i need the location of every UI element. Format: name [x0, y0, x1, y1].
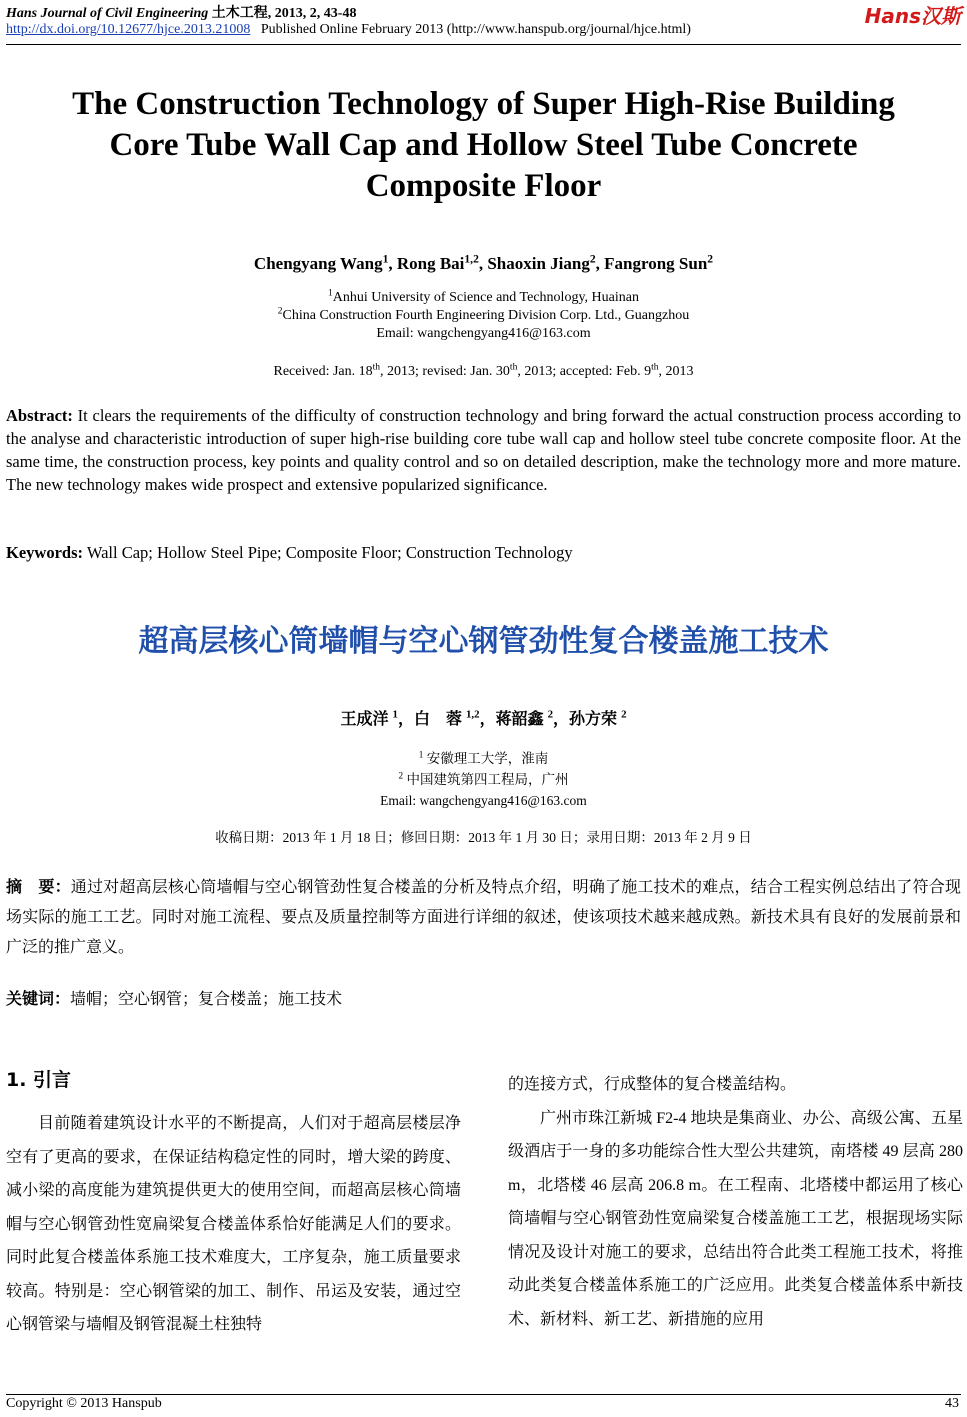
author-sep: ，: [397, 711, 414, 728]
authors-en: [0, 254, 967, 274]
affiliation-cn-2: [0, 769, 967, 790]
doi-line: [6, 22, 691, 38]
aff-text: China Construction Fourth Engineering Division Corp. Ltd., Guangzhou: [282, 308, 690, 323]
paper-title-en: [0, 84, 967, 207]
affiliation-cn-1: [0, 748, 967, 769]
aff-text: 中国建筑第四工程局，广州: [406, 772, 569, 787]
section-heading: 1. 引言: [6, 1069, 72, 1091]
title-line: The Construction Technology of Super High-Rise Building: [72, 86, 895, 122]
affiliation-1: [0, 289, 967, 307]
abstract-text: It clears the requirements of the difficulty of construction technology and bring forward the actual construction process according to the analyse and characteristic introduction of super high-rise building core tube wall cap and hollow steel tube concrete composite floor. At the same time, the construction process, key points and quality control and so on detailed description, make the technology more and more mature. The new technology makes wide prospect and extensive popularized significance.: [6, 406, 962, 494]
paper-title-cn: 超高层核心筒墙帽与空心钢管劲性复合楼盖施工技术: [138, 624, 829, 659]
author-sep: ，: [553, 711, 570, 728]
body-column-right: [508, 1068, 963, 1336]
accepted-text: , 2013; accepted: Feb. 9: [517, 364, 652, 379]
author-sup: 1,2: [464, 252, 479, 266]
author-name-cn: 蒋韶鑫: [495, 711, 544, 728]
page-number: 43: [945, 1396, 959, 1411]
keywords-label: Keywords:: [6, 543, 83, 562]
hans-logo: Hans汉斯: [864, 4, 961, 28]
body-column-left: 目前随着建筑设计水平的不断提高，人们对于超高层楼层净空有了更高的要求，在保证结构稳定性的同时，增大梁的跨度、减小梁的高度能为建筑提供更大的使用空间，而超高层核心筒墙帽与空心钢管劲性宽扁梁复合楼盖体系恰好能满足人们的要求。同时此复合楼盖体系施工技术难度大，工序复杂，施工质量要求较高。特别是：空心钢管梁的加工、制作、吊运及安装，通过空心钢管梁与墙帽及钢管混凝土柱独特: [6, 1115, 461, 1333]
affiliations-cn: [0, 748, 967, 811]
abstract-label: Abstract:: [6, 406, 73, 425]
affiliations-en: [0, 289, 967, 343]
year-text: , 2013: [658, 364, 694, 379]
author-name: Shaoxin Jiang: [487, 254, 590, 273]
aff-sup: 1: [418, 749, 424, 760]
author-sup: 1,2: [465, 708, 480, 721]
keywords-text-cn: 墙帽；空心钢管；复合楼盖；施工技术: [70, 991, 343, 1008]
aff-sup: 2: [398, 770, 404, 781]
keywords-en: [6, 543, 961, 563]
abstract-text-cn: 通过对超高层核心筒墙帽与空心钢管劲性复合楼盖的分析及特点介绍，明确了施工技术的难点，结合工程实例总结出了符合现场实际的施工工艺。同时对施工流程、要点及质量控制等方面进行详细的叙述，使该项技术越来越成熟。新技术具有良好的发展前景和广泛的推广意义。: [6, 879, 961, 956]
author-sup: 2: [621, 708, 627, 721]
received-dates-cn: 收稿日期：2013 年 1 月 18 日；修回日期：2013 年 1 月 30 日；录用日期：2013 年 2 月 9 日: [215, 830, 752, 845]
received-text: Received: Jan. 18: [273, 364, 373, 379]
author-sup: 2: [589, 252, 596, 266]
title-line: Composite Floor: [365, 168, 602, 204]
received-dates-en: [0, 364, 967, 380]
affiliation-2: [0, 307, 967, 325]
ordinal-sup: th: [509, 362, 518, 373]
doi-link[interactable]: http://dx.doi.org/10.12677/hjce.2013.21008: [6, 22, 251, 37]
aff-sup: 2: [277, 306, 283, 317]
revised-text: , 2013; revised: Jan. 30: [380, 364, 510, 379]
keywords-cn: [6, 986, 961, 1009]
abstract-label-cn: 摘 要：: [6, 877, 71, 896]
author-name: Chengyang Wang: [253, 254, 383, 273]
author-name: Fangrong Sun: [604, 254, 708, 273]
keywords-text: Wall Cap; Hollow Steel Pipe; Composite Floor; Construction Technology: [86, 543, 573, 562]
paragraph: 广州市珠江新城 F2-4 地块是集商业、办公、高级公寓、五星级酒店于一身的多功能综合性大型公共建筑，南塔楼 49 层高 280 m，北塔楼 46 层高 206.8 m。在工程南、北塔楼中都运用了核心筒墙帽与空心钢管劲性宽扁梁复合楼盖施工工艺，根据现场实际情况及设计对施工的要求，总结出符合此类工程施工技术，将推动此类复合楼盖体系施工的广泛应用。此类复合楼盖体系中新技术、新材料、新工艺、新措施的应用: [508, 1109, 963, 1328]
journal-volume: , 2013, 2, 43-48: [267, 6, 357, 21]
ordinal-sup: th: [372, 362, 381, 373]
title-line: Core Tube Wall Cap and Hollow Steel Tube Concrete: [109, 127, 858, 163]
email-en: Email: wangchengyang416@163.com: [376, 326, 591, 341]
paragraph-continuation: 的连接方式，行成整体的复合楼盖结构。: [508, 1076, 797, 1093]
author-name: Rong Bai: [396, 254, 465, 273]
author-sup: 1: [382, 252, 389, 266]
author-sep: ，: [479, 711, 496, 728]
author-sup: 2: [707, 252, 714, 266]
email-cn: Email: wangchengyang416@163.com: [380, 793, 587, 808]
footer-rule: [6, 1394, 961, 1395]
aff-text: 安徽理工大学，淮南: [426, 751, 549, 766]
aff-text: Anhui University of Science and Technology, Huainan: [332, 290, 639, 305]
author-sep: ,: [478, 254, 488, 273]
author-sep: ,: [388, 254, 397, 273]
journal-name: Hans Journal of Civil Engineering: [6, 6, 209, 21]
author-sup: 2: [547, 708, 554, 721]
ordinal-sup: th: [651, 362, 659, 373]
header-rule: [6, 44, 961, 45]
keywords-label-cn: 关键词：: [6, 989, 71, 1008]
copyright: Copyright © 2013 Hanspub: [6, 1396, 162, 1411]
author-sup: 1: [392, 708, 398, 721]
aff-sup: 1: [328, 288, 333, 299]
author-name-cn: 孙方荣: [569, 711, 618, 728]
author-sep: ,: [595, 254, 605, 273]
journal-header: [6, 2, 356, 22]
authors-cn: [0, 706, 967, 729]
author-name-cn: 王成洋: [340, 711, 389, 728]
published-online: Published Online February 2013 (http://www.hanspub.org/journal/hjce.html): [260, 22, 691, 37]
author-name-cn: 白 蓉: [413, 711, 462, 728]
journal-name-cn: 土木工程: [211, 6, 268, 21]
abstract-cn: [6, 872, 961, 963]
abstract-en: [6, 404, 961, 496]
